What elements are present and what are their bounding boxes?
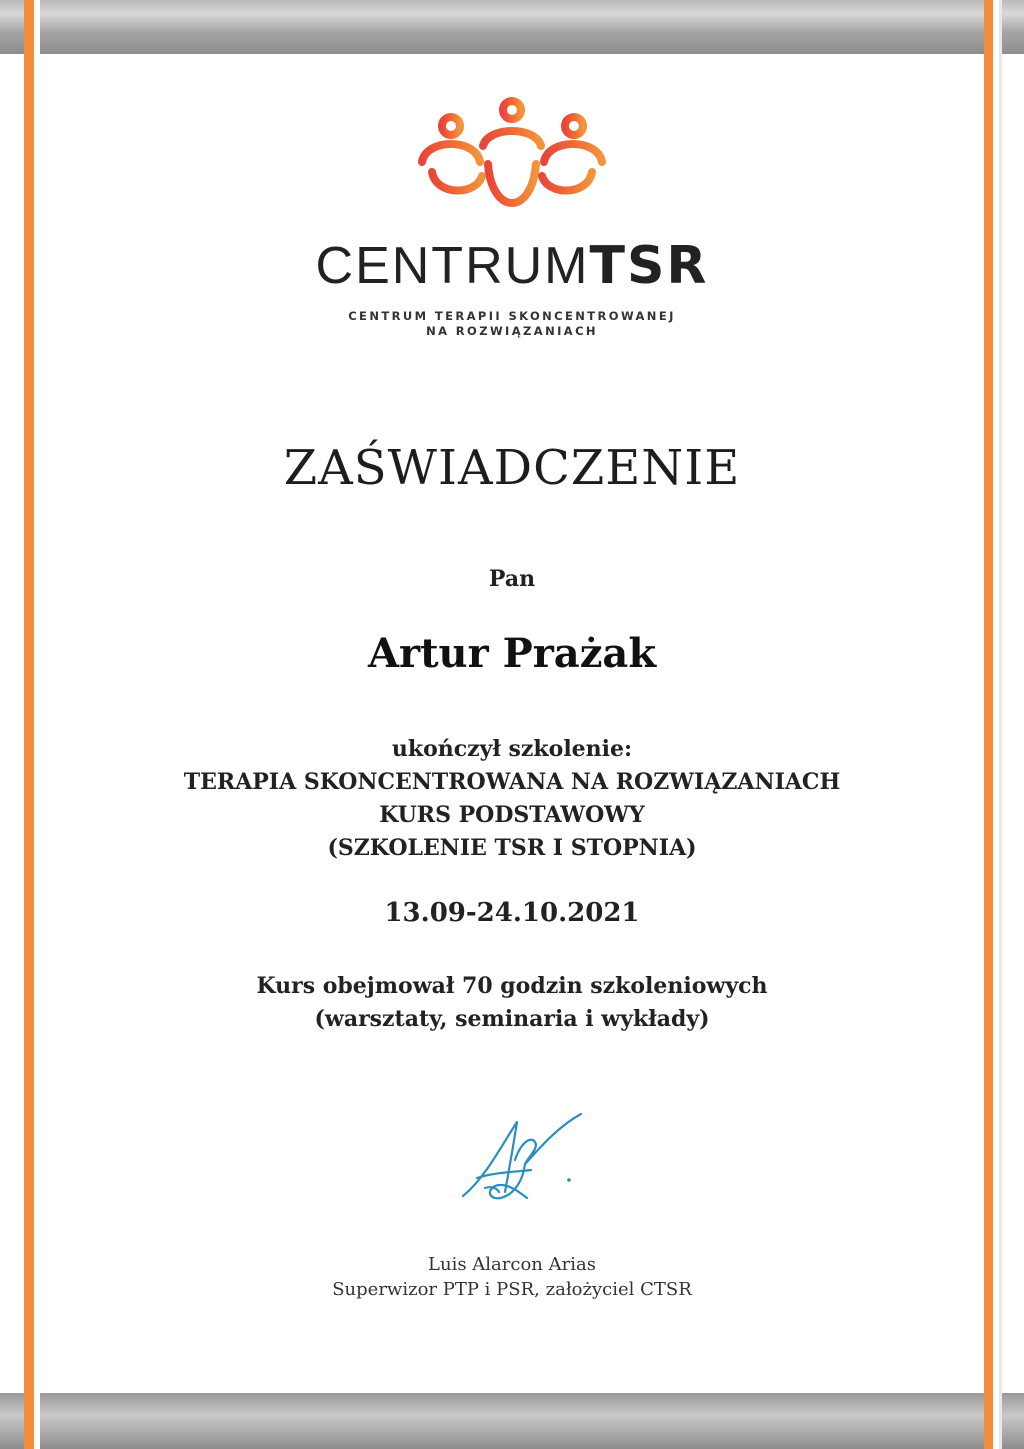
top-frame-bar bbox=[0, 0, 1024, 54]
course-line3: (SZKOLENIE TSR I STOPNIA) bbox=[327, 835, 697, 861]
right-orange-border bbox=[984, 0, 993, 1449]
signer-role: Superwizor PTP i PSR, założyciel CTSR bbox=[332, 1279, 692, 1300]
course-hours bbox=[0, 970, 1024, 1036]
course-line1: TERAPIA SKONCENTROWANA NA ROZWIĄZANIACH bbox=[183, 769, 841, 795]
salutation: Pan bbox=[488, 566, 536, 592]
course-dates: 13.09-24.10.2021 bbox=[384, 898, 640, 928]
signer-block bbox=[0, 1252, 1024, 1302]
brand-bold-text: TSR bbox=[589, 236, 709, 296]
course-line2: KURS PODSTAWOWY bbox=[379, 802, 645, 828]
completed-text: ukończył szkolenie: bbox=[391, 736, 633, 762]
left-orange-border bbox=[24, 0, 34, 1449]
certificate-title: ZAŚWIADCZENIE bbox=[283, 440, 741, 496]
brand-wordmark bbox=[0, 236, 1024, 296]
brand-light-text: CENTRUM bbox=[315, 237, 590, 295]
brand-subtitle-line1: CENTRUM TERAPII SKONCENTROWANEJ bbox=[348, 309, 676, 323]
hours-line1: Kurs obejmował 70 godzin szkoleniowych bbox=[256, 973, 768, 999]
brand-subtitle bbox=[0, 309, 1024, 339]
hours-line2: (warsztaty, seminaria i wykłady) bbox=[314, 1006, 710, 1032]
course-block bbox=[0, 733, 1024, 865]
three-people-logo-icon bbox=[416, 96, 608, 218]
signer-name: Luis Alarcon Arias bbox=[428, 1254, 596, 1275]
brand-subtitle-line2: NA ROZWIĄZANIACH bbox=[426, 324, 598, 338]
handwritten-signature-icon bbox=[455, 1108, 585, 1212]
right-gray-border bbox=[999, 0, 1002, 1449]
recipient-name: Artur Prażak bbox=[367, 630, 657, 677]
left-white-border bbox=[34, 0, 40, 1449]
bottom-frame-bar bbox=[0, 1393, 1024, 1449]
